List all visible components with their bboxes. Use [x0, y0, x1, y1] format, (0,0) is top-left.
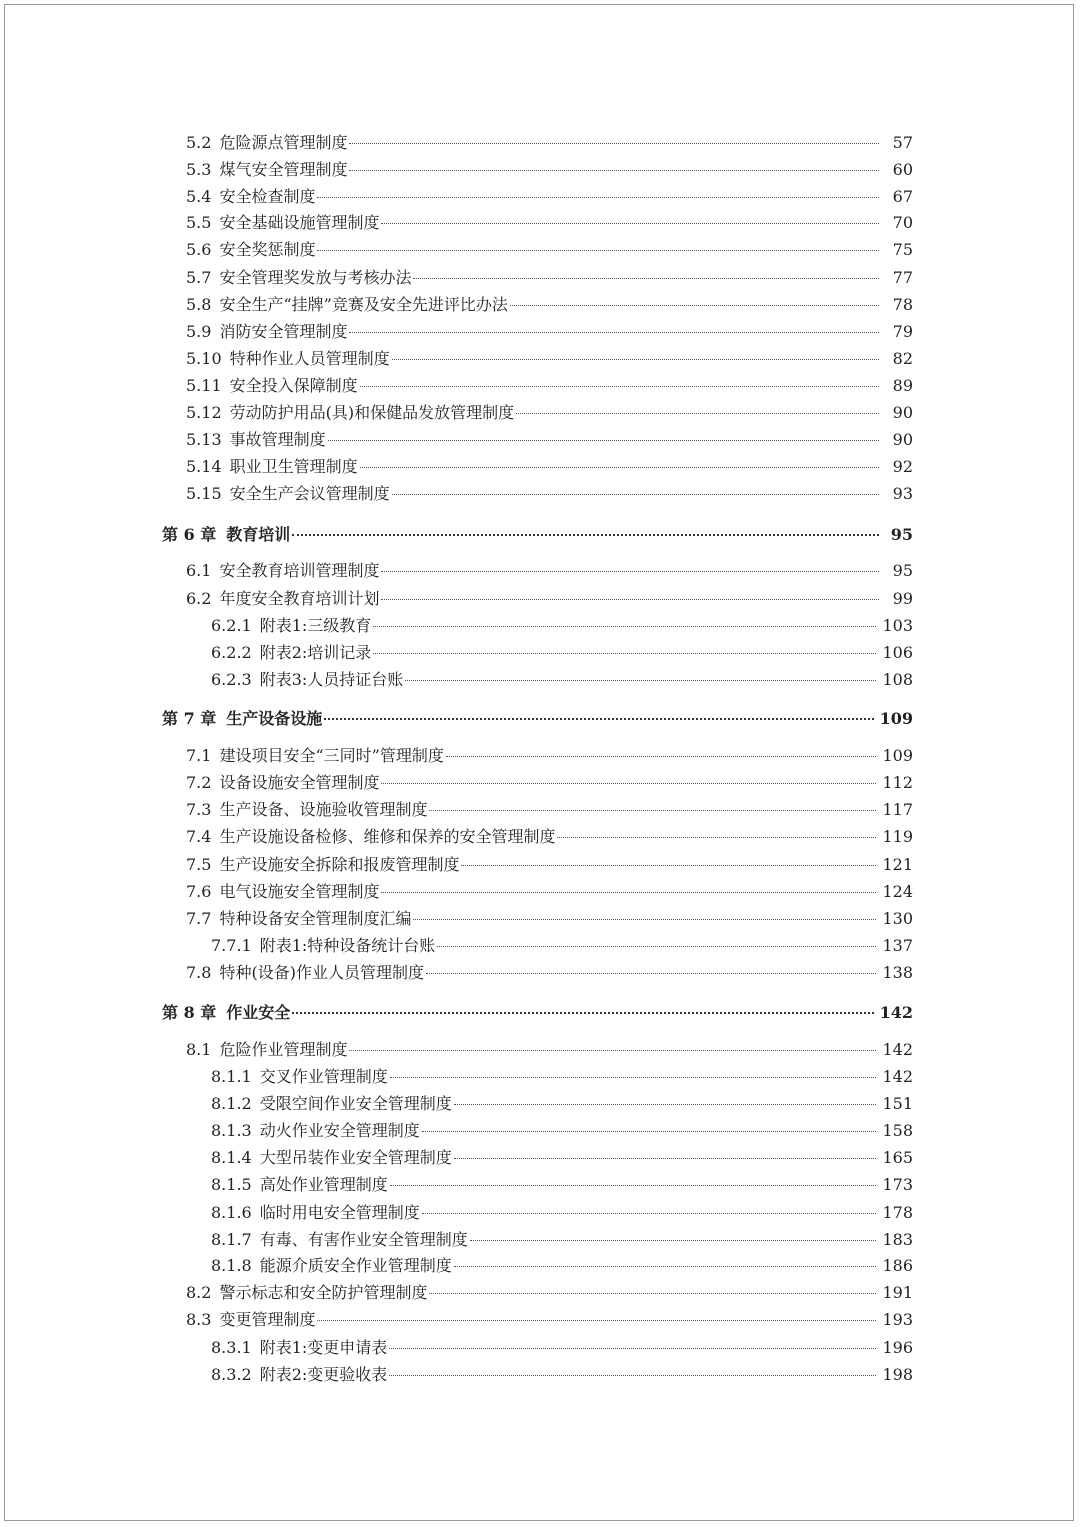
- dot-leader: [510, 305, 879, 306]
- toc-entry-page-number: 165: [882, 1148, 913, 1167]
- toc-entry-title: 设备设施安全管理制度: [219, 773, 380, 792]
- toc-entry-title: 临时用电安全管理制度: [259, 1203, 420, 1222]
- toc-entry-number: 8.1.6: [211, 1203, 252, 1222]
- dot-leader: [381, 892, 876, 893]
- dot-leader: [413, 919, 876, 920]
- toc-entry-number: 5.2: [186, 133, 212, 152]
- toc-entry-page-number: 109: [879, 709, 913, 728]
- toc-entry-row[interactable]: [211, 1172, 913, 1198]
- toc-entry-row[interactable]: [211, 1253, 913, 1279]
- toc-entry-row[interactable]: [186, 481, 913, 507]
- toc-entry-page-number: 75: [892, 240, 913, 259]
- dot-leader: [437, 946, 876, 947]
- toc-entry-page-number: 89: [892, 376, 913, 395]
- toc-entry-number: 8.1.2: [211, 1094, 252, 1113]
- toc-entry-row[interactable]: [186, 373, 913, 399]
- toc-entry-page-number: 178: [882, 1203, 913, 1222]
- toc-entry-page-number: 142: [882, 1040, 913, 1059]
- toc-entry-number: 8.1: [186, 1040, 212, 1059]
- dot-leader: [381, 223, 879, 224]
- toc-entry-title: 作业安全: [226, 1003, 291, 1022]
- toc-entry-number: 5.11: [186, 376, 222, 395]
- dot-leader: [360, 386, 879, 387]
- toc-entry-number: 7.4: [186, 827, 212, 846]
- toc-entry-row[interactable]: [186, 265, 913, 291]
- toc-entry-page-number: 196: [882, 1338, 913, 1357]
- toc-entry-title: 附表3:人员持证台账: [259, 670, 404, 689]
- toc-entry-page-number: 124: [882, 882, 913, 901]
- toc-entry-page-number: 191: [882, 1283, 913, 1302]
- toc-entry-title: 特种设备安全管理制度汇编: [219, 909, 412, 928]
- dot-leader: [381, 571, 879, 572]
- toc-entry-title: 附表2:培训记录: [259, 643, 372, 662]
- toc-entry-title: 消防安全管理制度: [219, 322, 348, 341]
- toc-entry-row[interactable]: [211, 640, 913, 666]
- toc-entry-number: 6.2: [186, 589, 212, 608]
- toc-entry-number: 7.7: [186, 909, 212, 928]
- toc-entry-number: 5.5: [186, 213, 212, 232]
- toc-entry-number: 7.3: [186, 800, 212, 819]
- toc-entry-row[interactable]: [186, 130, 913, 156]
- dot-leader: [446, 756, 877, 757]
- toc-entry-row[interactable]: [186, 770, 913, 796]
- toc-chapter-row[interactable]: [162, 706, 913, 732]
- toc-entry-page-number: 82: [892, 349, 913, 368]
- toc-entry-page-number: 173: [882, 1175, 913, 1194]
- toc-entry-row[interactable]: [186, 184, 913, 210]
- toc-entry-row[interactable]: [186, 157, 913, 183]
- toc-entry-row[interactable]: [186, 319, 913, 345]
- toc-entry-page-number: 138: [882, 963, 913, 982]
- dot-leader: [349, 1050, 876, 1051]
- toc-entry-page-number: 137: [882, 936, 913, 955]
- toc-entry-title: 安全管理奖发放与考核办法: [219, 268, 412, 287]
- toc-entry-title: 危险作业管理制度: [219, 1040, 348, 1059]
- toc-entry-row[interactable]: [211, 1145, 913, 1171]
- toc-entry-number: 7.5: [186, 855, 212, 874]
- dot-leader: [381, 599, 879, 600]
- toc-entry-row[interactable]: [186, 346, 913, 372]
- toc-entry-number: 8.3.2: [211, 1365, 252, 1384]
- toc-entry-number: 第 7 章: [162, 709, 217, 728]
- toc-entry-page-number: 198: [882, 1365, 913, 1384]
- dot-leader: [349, 143, 879, 144]
- toc-entry-title: 安全奖惩制度: [219, 240, 316, 259]
- toc-entry-title: 有毒、有害作业安全管理制度: [259, 1230, 468, 1249]
- toc-entry-number: 8.2: [186, 1283, 212, 1302]
- dot-leader: [328, 440, 879, 441]
- toc-entry-page-number: 183: [882, 1230, 913, 1249]
- toc-entry-number: 7.1: [186, 746, 212, 765]
- toc-entry-title: 特种作业人员管理制度: [229, 349, 390, 368]
- dot-leader: [381, 783, 876, 784]
- toc-entry-number: 第 6 章: [162, 525, 217, 544]
- toc-entry-number: 第 8 章: [162, 1003, 217, 1022]
- toc-entry-title: 大型吊装作业安全管理制度: [259, 1148, 452, 1167]
- toc-entry-page-number: 70: [892, 213, 913, 232]
- toc-entry-page-number: 95: [892, 561, 913, 580]
- toc-entry-page-number: 103: [882, 616, 913, 635]
- toc-entry-number: 8.1.3: [211, 1121, 252, 1140]
- toc-entry-row[interactable]: [211, 667, 913, 693]
- dot-leader: [429, 810, 876, 811]
- toc-entry-title: 附表2:变更验收表: [259, 1365, 388, 1384]
- toc-entry-row[interactable]: [186, 960, 913, 986]
- toc-entry-title: 生产设备、设施验收管理制度: [219, 800, 428, 819]
- toc-entry-row[interactable]: [186, 906, 913, 932]
- toc-entry-row[interactable]: [186, 454, 913, 480]
- toc-entry-number: 8.1.1: [211, 1067, 252, 1086]
- dot-leader: [389, 1375, 876, 1376]
- toc-entry-number: 8.1.8: [211, 1256, 252, 1275]
- toc-entry-title: 附表1:特种设备统计台账: [259, 936, 436, 955]
- toc-entry-row[interactable]: [186, 427, 913, 453]
- toc-entry-number: 5.6: [186, 240, 212, 259]
- toc-entry-title: 交叉作业管理制度: [259, 1067, 388, 1086]
- toc-entry-number: 5.10: [186, 349, 222, 368]
- toc-entry-number: 6.2.2: [211, 643, 252, 662]
- toc-entry-row[interactable]: [211, 1200, 913, 1226]
- toc-entry-page-number: 142: [882, 1067, 913, 1086]
- toc-entry-number: 5.12: [186, 403, 222, 422]
- toc-entry-number: 7.8: [186, 963, 212, 982]
- dot-leader: [390, 1185, 877, 1186]
- toc-entry-row[interactable]: [186, 558, 913, 584]
- toc-entry-number: 7.6: [186, 882, 212, 901]
- toc-entry-page-number: 142: [879, 1003, 913, 1022]
- toc-entry-page-number: 193: [882, 1310, 913, 1329]
- toc-entry-title: 安全教育培训管理制度: [219, 561, 380, 580]
- toc-entry-number: 7.2: [186, 773, 212, 792]
- toc-entry-number: 5.13: [186, 430, 222, 449]
- dot-leader: [349, 170, 879, 171]
- toc-entry-number: 6.2.1: [211, 616, 252, 635]
- toc-entry-number: 5.14: [186, 457, 222, 476]
- toc-entry-title: 附表1:变更申请表: [259, 1338, 388, 1357]
- toc-entry-row[interactable]: [186, 586, 913, 612]
- toc-entry-page-number: 130: [882, 909, 913, 928]
- toc-entry-row[interactable]: [211, 1118, 913, 1144]
- dot-leader: [461, 865, 876, 866]
- toc-entry-row[interactable]: [186, 210, 913, 236]
- toc-entry-title: 安全检查制度: [219, 187, 316, 206]
- toc-entry-number: 5.4: [186, 187, 212, 206]
- toc-entry-title: 生产设备设施: [226, 709, 323, 728]
- toc-entry-row[interactable]: [186, 1307, 913, 1333]
- dot-leader: [392, 494, 879, 495]
- toc-entry-number: 5.8: [186, 295, 212, 314]
- toc-entry-title: 危险源点管理制度: [219, 133, 348, 152]
- toc-entry-page-number: 93: [892, 484, 913, 503]
- toc-entry-row[interactable]: [211, 1362, 913, 1388]
- toc-entry-title: 特种(设备)作业人员管理制度: [219, 963, 424, 982]
- toc-entry-title: 安全生产“挂牌”竞赛及安全先进评比办法: [219, 295, 508, 314]
- dot-leader: [516, 413, 879, 414]
- toc-entry-row[interactable]: [211, 1227, 913, 1253]
- dot-leader: [373, 653, 876, 654]
- toc-entry-title: 劳动防护用品(具)和保健品发放管理制度: [229, 403, 515, 422]
- toc-entry-page-number: 90: [892, 403, 913, 422]
- toc-entry-page-number: 99: [892, 589, 913, 608]
- dot-leader: [373, 626, 876, 627]
- toc-entry-number: 8.1.5: [211, 1175, 252, 1194]
- dot-leader: [292, 1012, 873, 1014]
- toc-entry-number: 8.3.1: [211, 1338, 252, 1357]
- dot-leader: [292, 534, 879, 536]
- toc-entry-title: 警示标志和安全防护管理制度: [219, 1283, 428, 1302]
- toc-entry-title: 安全生产会议管理制度: [229, 484, 390, 503]
- dot-leader: [413, 278, 879, 279]
- toc-entry-page-number: 79: [892, 322, 913, 341]
- dot-leader: [317, 197, 879, 198]
- toc-entry-title: 附表1:三级教育: [259, 616, 372, 635]
- toc-entry-title: 年度安全教育培训计划: [219, 589, 380, 608]
- toc-entry-number: 8.3: [186, 1310, 212, 1329]
- toc-entry-page-number: 151: [882, 1094, 913, 1113]
- toc-entry-row[interactable]: [211, 1064, 913, 1090]
- toc-entry-title: 事故管理制度: [229, 430, 326, 449]
- toc-entry-title: 生产设施设备检修、维修和保养的安全管理制度: [219, 827, 556, 846]
- toc-entry-page-number: 117: [882, 800, 913, 819]
- toc-entry-page-number: 112: [882, 773, 913, 792]
- toc-entry-title: 高处作业管理制度: [259, 1175, 388, 1194]
- toc-entry-row[interactable]: [211, 933, 913, 959]
- dot-leader: [470, 1240, 877, 1241]
- toc-entry-page-number: 121: [882, 855, 913, 874]
- toc-entry-number: 5.9: [186, 322, 212, 341]
- toc-entry-row[interactable]: [186, 400, 913, 426]
- toc-entry-row[interactable]: [186, 852, 913, 878]
- toc-entry-number: 8.1.4: [211, 1148, 252, 1167]
- toc-chapter-row[interactable]: [162, 522, 913, 548]
- dot-leader: [454, 1158, 877, 1159]
- toc-chapter-row[interactable]: [162, 1000, 913, 1026]
- toc-entry-row[interactable]: [211, 1335, 913, 1361]
- toc-entry-title: 安全基础设施管理制度: [219, 213, 380, 232]
- dot-leader: [317, 1320, 876, 1321]
- toc-entry-page-number: 108: [882, 670, 913, 689]
- toc-entry-number: 7.7.1: [211, 936, 252, 955]
- toc-entry-title: 职业卫生管理制度: [229, 457, 358, 476]
- dot-leader: [324, 718, 873, 720]
- dot-leader: [454, 1104, 877, 1105]
- toc-entry-title: 能源介质安全作业管理制度: [259, 1256, 452, 1275]
- toc-entry-row[interactable]: [186, 879, 913, 905]
- toc-entry-number: 8.1.7: [211, 1230, 252, 1249]
- toc-entry-page-number: 60: [892, 160, 913, 179]
- toc-entry-title: 煤气安全管理制度: [219, 160, 348, 179]
- toc-entry-row[interactable]: [186, 743, 913, 769]
- toc-entry-row[interactable]: [186, 292, 913, 318]
- dot-leader: [317, 250, 879, 251]
- toc-entry-page-number: 119: [882, 827, 913, 846]
- dot-leader: [389, 1348, 876, 1349]
- toc-entry-row[interactable]: [186, 824, 913, 850]
- toc-entry-title: 变更管理制度: [219, 1310, 316, 1329]
- dot-leader: [360, 467, 879, 468]
- toc-entry-title: 动火作业安全管理制度: [259, 1121, 420, 1140]
- toc-entry-title: 生产设施安全拆除和报废管理制度: [219, 855, 460, 874]
- toc-entry-number: 5.3: [186, 160, 212, 179]
- toc-entry-row[interactable]: [211, 613, 913, 639]
- dot-leader: [405, 680, 876, 681]
- toc-entry-number: 6.2.3: [211, 670, 252, 689]
- dot-leader: [392, 359, 879, 360]
- dot-leader: [454, 1266, 877, 1267]
- toc-entry-page-number: 95: [890, 525, 913, 544]
- dot-leader: [429, 1293, 876, 1294]
- toc-entry-number: 5.15: [186, 484, 222, 503]
- toc-entry-row[interactable]: [186, 1037, 913, 1063]
- toc-entry-title: 建设项目安全“三同时”管理制度: [219, 746, 444, 765]
- toc-entry-number: 6.1: [186, 561, 212, 580]
- toc-entry-row[interactable]: [186, 797, 913, 823]
- toc-entry-page-number: 106: [882, 643, 913, 662]
- toc-entry-title: 受限空间作业安全管理制度: [259, 1094, 452, 1113]
- toc-entry-page-number: 57: [892, 133, 913, 152]
- toc-entry-title: 安全投入保障制度: [229, 376, 358, 395]
- toc-entry-row[interactable]: [186, 237, 913, 263]
- toc-entry-title: 教育培训: [226, 525, 291, 544]
- toc-entry-page-number: 77: [892, 268, 913, 287]
- toc-entry-page-number: 186: [882, 1256, 913, 1275]
- toc-entry-page-number: 67: [892, 187, 913, 206]
- toc-entry-row[interactable]: [186, 1280, 913, 1306]
- dot-leader: [557, 837, 876, 838]
- toc-entry-number: 5.7: [186, 268, 212, 287]
- dot-leader: [349, 332, 879, 333]
- toc-entry-page-number: 158: [882, 1121, 913, 1140]
- dot-leader: [422, 1131, 877, 1132]
- toc-entry-page-number: 78: [892, 295, 913, 314]
- dot-leader: [422, 1213, 877, 1214]
- dot-leader: [426, 973, 877, 974]
- toc-entry-title: 电气设施安全管理制度: [219, 882, 380, 901]
- toc-entry-page-number: 92: [892, 457, 913, 476]
- toc-entry-row[interactable]: [211, 1091, 913, 1117]
- dot-leader: [390, 1077, 877, 1078]
- toc-entry-page-number: 90: [892, 430, 913, 449]
- toc-entry-page-number: 109: [882, 746, 913, 765]
